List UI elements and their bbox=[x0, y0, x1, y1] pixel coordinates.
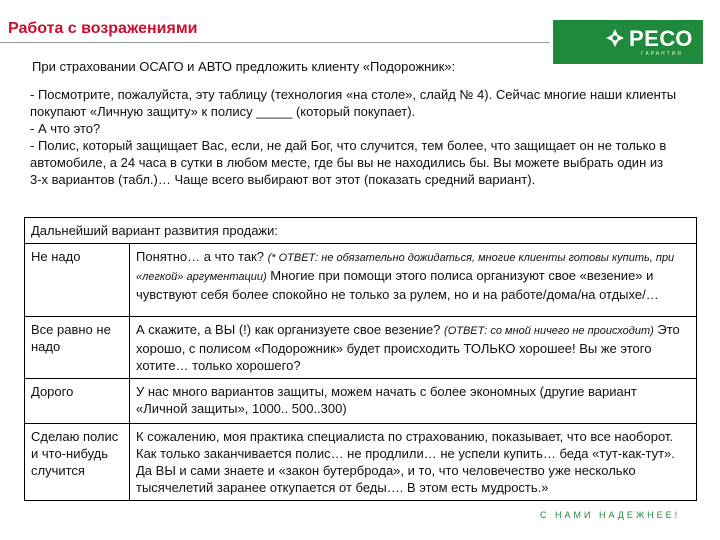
table-row bbox=[25, 424, 697, 501]
table-row bbox=[25, 317, 697, 379]
table-header-row bbox=[25, 218, 697, 244]
response-cell bbox=[130, 244, 697, 317]
response-text: Многие при помощи этого полиса организуют свое «везение» и чувствуют себя более спокойно не только за рулем, но и на работе/дома/на отдыхе/… bbox=[136, 268, 659, 302]
logo-text: РЕСО bbox=[629, 26, 693, 51]
dialogue-line: - Посмотрите, пожалуйста, эту таблицу (технология «на столе», слайд № 4). Сейчас многие наши клиенты покупают «Личную защиту» к полису _____ (который покупает). bbox=[30, 87, 677, 119]
objections-table bbox=[24, 217, 697, 501]
dialogue-line: - А что это? bbox=[30, 121, 101, 136]
table-header: Дальнейший вариант развития продажи: bbox=[25, 218, 697, 244]
response-note: (* ОТВЕТ: не обязательно дожидаться, многие клиенты готовы купить, при «легкой» аргументации) bbox=[136, 252, 675, 283]
objection-cell: Дорого bbox=[25, 379, 130, 424]
title-divider bbox=[0, 42, 550, 43]
response-text: Понятно… а что так? bbox=[136, 249, 268, 264]
page-title: Работа с возражениями bbox=[8, 20, 198, 37]
response-text: Это хорошо, с полисом «Подорожник» будет происходить ТОЛЬКО хорошее! Вы же этого хотите… только хорошего? bbox=[136, 322, 680, 373]
reso-logo bbox=[553, 20, 703, 64]
objection-cell: Сделаю полис и что-нибудь случится bbox=[25, 424, 130, 501]
response-cell: К сожалению, моя практика специалиста по страхованию, показывает, что все наоборот. Как только заканчивается полис… не продлили… не успели купить… беда «тут-как-тут». Да ВЫ и сами знаете и «закон бутерброда», и то, что человечество уже несколько тысячелетий заранее откупается от беды…. В этом есть мудрость.» bbox=[130, 424, 697, 501]
response-text: А скажите, а ВЫ (!) как организуете свое везение? bbox=[136, 322, 445, 337]
response-cell bbox=[130, 317, 697, 379]
dialogue-line: - Полис, который защищает Вас, если, не дай Бог, что случится, тем более, что защищает он не только в автомобиле, а 24 часа в сутки в любом месте, где бы вы не находились бы. Вы можете выбрать один из 3-х вариантов (табл.)… Чаще всего выбирают вот этот (показать средний вариант). bbox=[30, 138, 667, 187]
logo-subtitle: ГАРАНТИЯ bbox=[641, 51, 683, 57]
table-row bbox=[25, 244, 697, 317]
dialogue-paragraph bbox=[30, 86, 678, 188]
objection-cell: Все равно не надо bbox=[25, 317, 130, 379]
response-note: (ОТВЕТ: со мной ничего не происходит) bbox=[444, 325, 654, 337]
company-slogan: С НАМИ НАДЕЖНЕЕ! bbox=[540, 510, 681, 520]
reso-leaf-icon bbox=[605, 28, 625, 48]
table-row bbox=[25, 379, 697, 424]
objection-cell: Не надо bbox=[25, 244, 130, 317]
response-cell: У нас много вариантов защиты, можем начать с более экономных (другие вариант «Личной защиты», 1000.. 500..300) bbox=[130, 379, 697, 424]
intro-text: При страховании ОСАГО и АВТО предложить клиенту «Подорожник»: bbox=[32, 59, 456, 74]
